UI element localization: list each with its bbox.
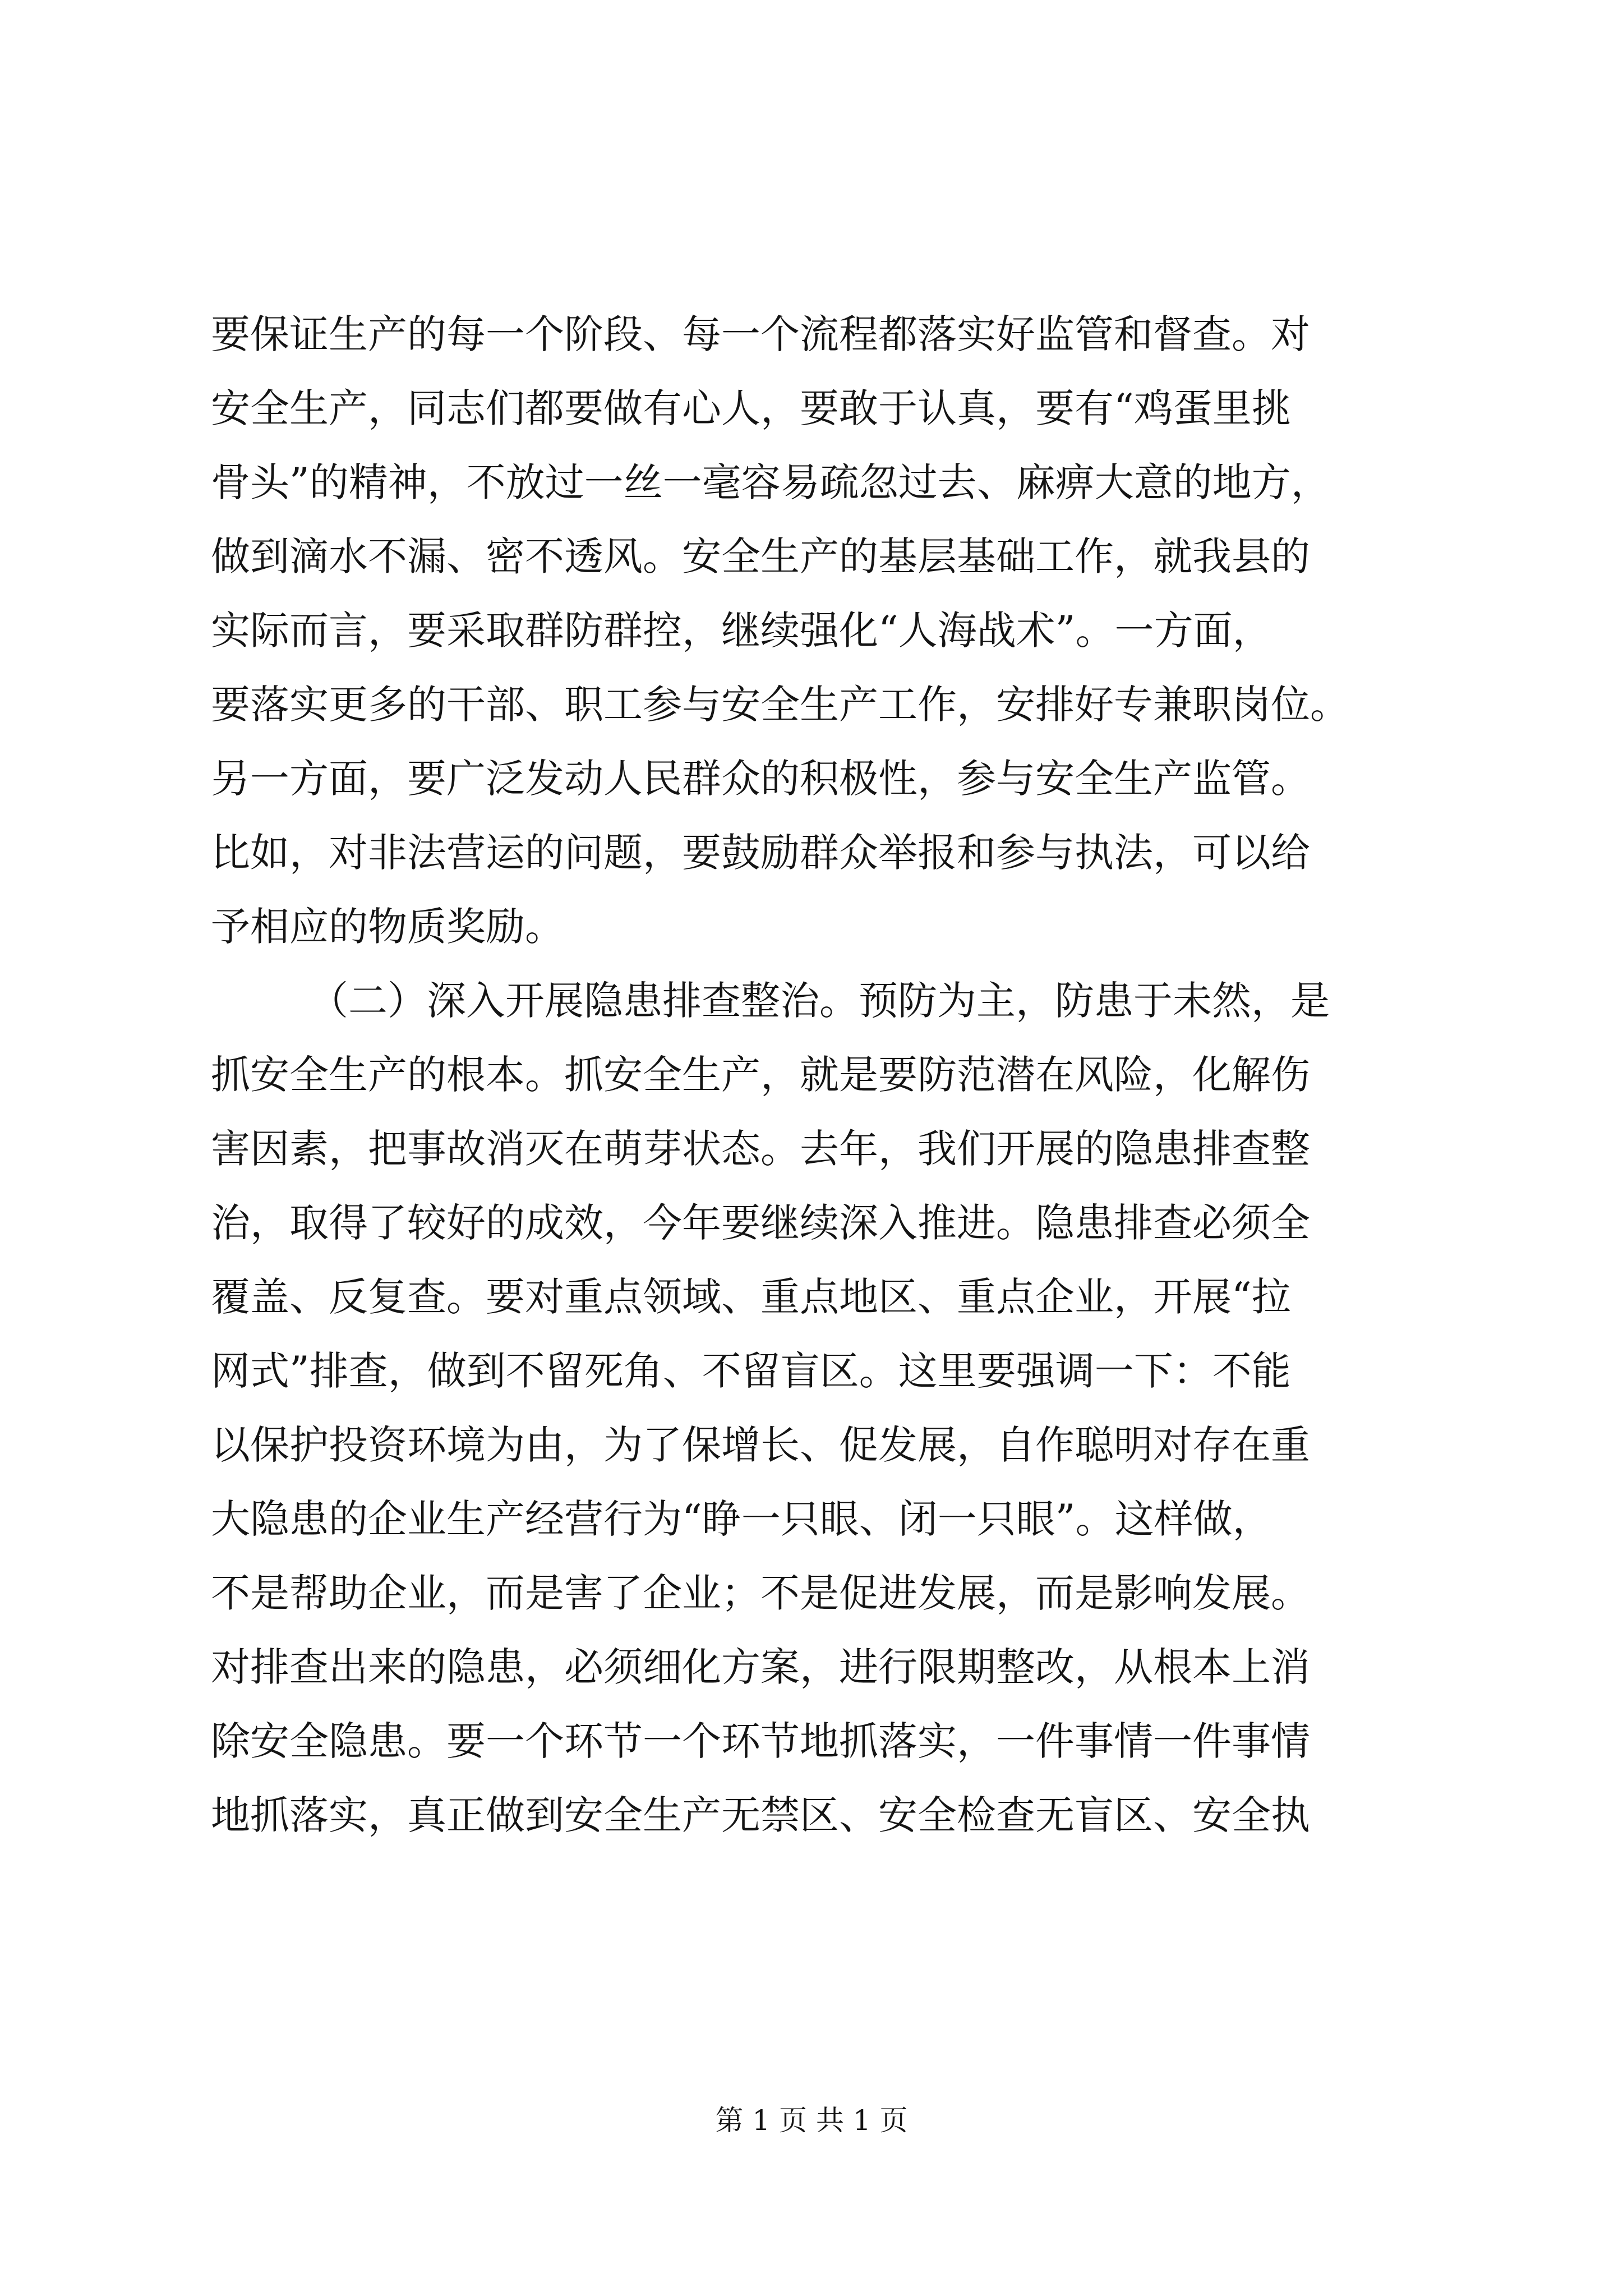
text-line: 害因素，把事故消灭在萌芽状态。去年，我们开展的隐患排查整: [211, 1126, 1310, 1172]
text-line: 要落实更多的干部、职工参与安全生产工作，安排好专兼职岗位。: [211, 682, 1349, 728]
text-line: 另一方面，要广泛发动人民群众的积极性，参与安全生产监管。: [211, 756, 1310, 802]
text-line: 覆盖、反复查。要对重点领域、重点地区、重点企业，开展“拉: [211, 1274, 1291, 1320]
text-line: 治，取得了较好的成效，今年要继续深入推进。隐患排查必须全: [211, 1200, 1310, 1246]
text-line: 网式”排查，做到不留死角、不留盲区。这里要强调一下：不能: [211, 1348, 1291, 1394]
text-line: 要保证生产的每一个阶段、每一个流程都落实好监管和督查。对: [211, 311, 1310, 357]
text-line: 骨头”的精神，不放过一丝一毫容易疏忽过去、麻痹大意的地方，: [211, 459, 1330, 505]
text-line: 不是帮助企业，而是害了企业；不是促进发展，而是影响发展。: [211, 1570, 1310, 1616]
text-line: 做到滴水不漏、密不透风。安全生产的基层基础工作，就我县的: [211, 533, 1310, 579]
text-line: 大隐患的企业生产经营行为“睁一只眼、闭一只眼”。这样做，: [211, 1496, 1272, 1542]
text-line: 实际而言，要采取群防群控，继续强化“人海战术”。一方面，: [211, 608, 1272, 654]
text-line: 予相应的物质奖励。: [211, 904, 564, 950]
text-line: 抓安全生产的根本。抓安全生产，就是要防范潜在风险，化解伤: [211, 1052, 1310, 1098]
body-text: [211, 297, 1422, 1852]
page-footer: 第 1 页 共 1 页: [715, 2104, 908, 2137]
text-line: 地抓落实，真正做到安全生产无禁区、安全检查无盲区、安全执: [211, 1792, 1310, 1838]
text-line: 安全生产，同志们都要做有心人，要敢于认真，要有“鸡蛋里挑: [211, 385, 1291, 431]
text-line: 以保护投资环境为由，为了保增长、促发展，自作聪明对存在重: [211, 1422, 1310, 1468]
text-line: （二）深入开展隐患排查整治。预防为主，防患于未然，是: [309, 978, 1330, 1024]
text-line: 除安全隐患。要一个环节一个环节地抓落实，一件事情一件事情: [211, 1718, 1310, 1764]
text-line: 对排查出来的隐患，必须细化方案，进行限期整改，从根本上消: [211, 1644, 1310, 1690]
text-line: 比如，对非法营运的问题，要鼓励群众举报和参与执法，可以给: [211, 830, 1310, 876]
